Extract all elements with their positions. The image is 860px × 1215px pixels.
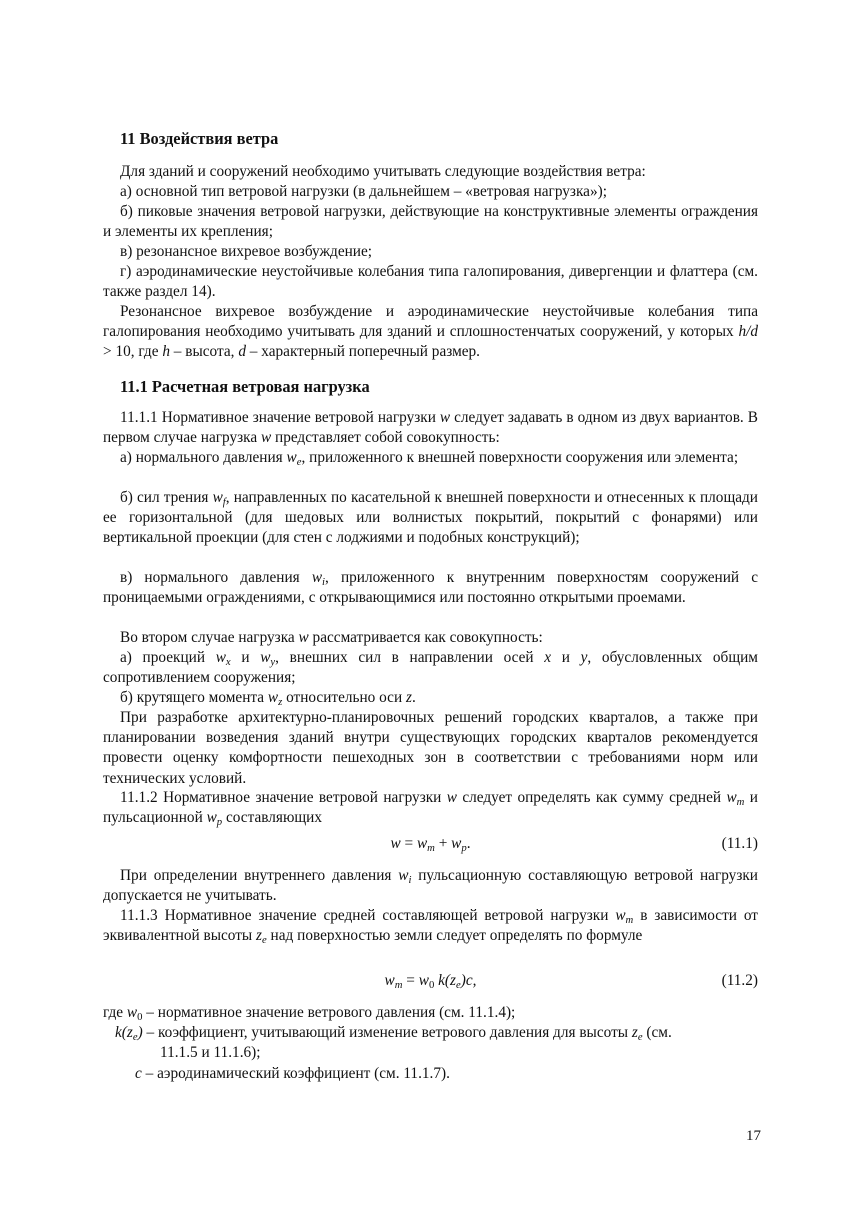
paragraph-11-1-1: 11.1.1 Нормативное значение ветровой нагрузки w следует задавать в одном из двух вариантов. В первом случае нагрузка w представляет собой совокупность: xyxy=(103,409,758,447)
formula-11-2-expression: $w_m = w_0$ $k(z_e)c$, xyxy=(384,972,477,991)
section-11-1-heading: 11.1 Расчетная ветровая нагрузка xyxy=(120,377,370,396)
item-normal-pressure-external: а) нормального давления $w_e$, приложенного к внешней поверхности сооружения или элемента; xyxy=(120,449,739,468)
formula-definitions xyxy=(103,1003,758,1084)
resonance-paragraph: Резонансное вихревое возбуждение и аэродинамические неустойчивые колебания типа галопирования необходимо учитывать для зданий и сплошностенчатых сооружений, у которых h/d > 10, где h – высота, d – характерный поперечный размер. xyxy=(103,303,758,361)
list-item-b: б) пиковые значения ветровой нагрузки, действующие на конструктивные элементы ограждения и элементы их крепления; xyxy=(103,203,758,241)
internal-pressure-paragraph: При определении внутреннего давления $w_i$ пульсационную составляющую ветровой нагрузки допускается не учитывать. xyxy=(103,867,758,905)
formula-11-2 xyxy=(103,971,758,992)
item-projections: а) проекций $w_x$ и $w_y$, внешних сил в направлении осей x и y, обусловленных общим сопротивлением сооружения; xyxy=(103,649,758,687)
definition-k-continuation: 11.1.5 и 11.1.6); xyxy=(160,1044,261,1062)
formula-11-1-number: (11.1) xyxy=(721,835,758,852)
item-friction-forces: б) сил трения $w_f$, направленных по касательной к внешней поверхности и отнесенных к площади ее горизонтальной (для шедовых или волнистых покрытий, покрытий с фонарями) или вертикальной проекции (для стен с лоджиями и подобных конструкций); xyxy=(103,489,758,547)
item-normal-pressure-internal: в) нормального давления $w_i$, приложенного к внутренним поверхностям сооружений с проницаемыми ограждениями, с открывающимися или постоянно открытыми проемами. xyxy=(103,569,758,607)
section-11-heading: 11 Воздействия ветра xyxy=(120,129,279,148)
second-case-paragraph: Во втором случае нагрузка w рассматривается как совокупность: xyxy=(120,629,543,646)
paragraph-11-1-2: 11.1.2 Нормативное значение ветровой нагрузки w следует определять как сумму средней $w_m$ и пульсационной $w_p$ составляющих xyxy=(103,789,758,829)
list-item-a: а) основной тип ветровой нагрузки (в дальнейшем – «ветровая нагрузка»); xyxy=(120,183,607,200)
architecture-paragraph: При разработке архитектурно-планировочных решений городских кварталов, а также при планировании возведения зданий внутри существующих городских кварталов рекомендуется провести оценку комфортности пешеходных зон в соответствии с требованиями норм или технических условий. xyxy=(103,709,758,787)
paragraph-11-1-3: 11.1.3 Нормативное значение средней составляющей ветровой нагрузки $w_m$ в зависимости от эквивалентной высоты $z_e$ над поверхностью земли следует определять по формуле xyxy=(103,907,758,947)
formula-11-2-number: (11.2) xyxy=(721,972,758,989)
definition-k: $k(z_e)$ – коэффициент, учитывающий изменение ветрового давления для высоты $z_e$ (см. xyxy=(115,1024,672,1044)
formula-11-1-expression: $w = w_m + w_p$. xyxy=(390,835,471,854)
list-item-g: г) аэродинамические неустойчивые колебания типа галопирования, дивергенции и флаттера (см. также раздел 14). xyxy=(103,263,758,301)
formula-11-1 xyxy=(103,834,758,855)
page-number: 17 xyxy=(746,1128,761,1144)
intro-paragraph: Для зданий и сооружений необходимо учитывать следующие воздействия ветра: xyxy=(120,163,646,180)
list-item-v: в) резонансное вихревое возбуждение; xyxy=(120,243,373,260)
item-torque: б) крутящего момента $w_z$ относительно оси z. xyxy=(120,689,416,708)
definition-w0: где $w_0$ – нормативное значение ветрового давления (см. 11.1.4); xyxy=(103,1004,516,1023)
definition-c: c – аэродинамический коэффициент (см. 11.1.7). xyxy=(135,1064,450,1082)
